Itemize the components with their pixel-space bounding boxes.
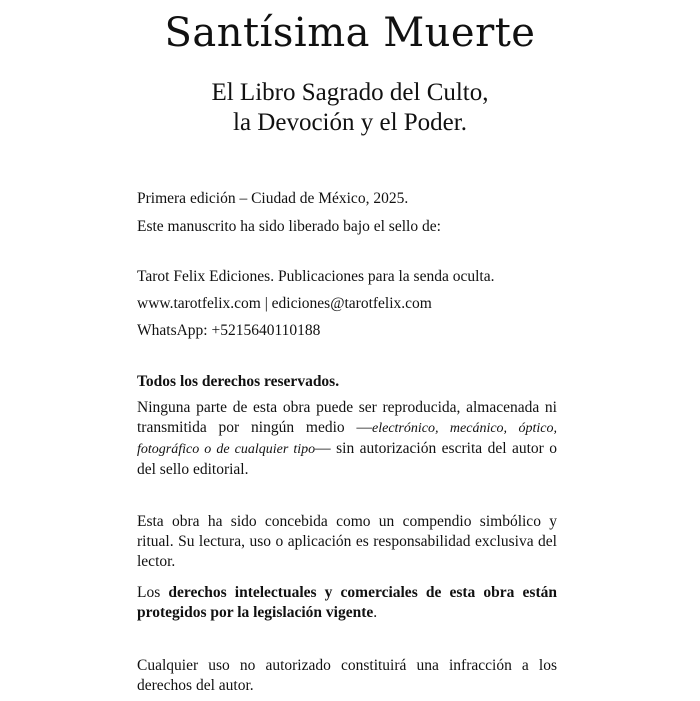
intellectual-paragraph	[137, 583, 557, 623]
rights-text-end: — sin autorización escrita del autor o del sello editorial.	[137, 440, 557, 478]
intellectual-bold: derechos intelectuales y comerciales de esta obra están protegidos por la legislación vigente	[137, 584, 557, 621]
subtitle-line-1: El Libro Sagrado del Culto,	[211, 79, 489, 106]
infraction-paragraph: Cualquier uso no autorizado constituirá una infracción a los derechos del autor.	[137, 657, 557, 694]
subtitle-line-2: la Devoción y el Poder.	[233, 109, 467, 136]
publisher-block	[137, 266, 557, 342]
concept-paragraph: Esta obra ha sido concebida como un compendio simbólico y ritual. Su lectura, uso o aplicación es responsabilidad exclusiva del lector.	[137, 513, 557, 570]
edition-line: Primera edición – Ciudad de México, 2025.	[137, 190, 409, 207]
edition-block	[137, 188, 557, 238]
book-title: Santísima Muerte	[164, 10, 536, 56]
rights-text	[137, 398, 557, 480]
rights-text-italic: electrónico, mecánico, óptico, fotográfico o de cualquier tipo	[137, 421, 558, 457]
rights-heading: Todos los derechos reservados.	[137, 373, 340, 390]
intellectual-prefix: Los	[137, 584, 169, 601]
book-subtitle	[0, 78, 700, 138]
seal-line: Este manuscrito ha sido liberado bajo el sello de:	[137, 218, 441, 235]
publisher-name: Tarot Felix Ediciones. Publicaciones para la senda oculta.	[137, 268, 495, 285]
intellectual-suffix: .	[373, 604, 378, 621]
publisher-contact: www.tarotfelix.com | ediciones@tarotfelix.com	[137, 295, 432, 312]
rights-block	[137, 372, 557, 480]
publisher-whatsapp: WhatsApp: +5215640110188	[137, 322, 321, 339]
rights-text-start: Ninguna parte de esta obra puede ser reproducida, almacenada ni transmitida por ningún medio —	[137, 399, 557, 436]
